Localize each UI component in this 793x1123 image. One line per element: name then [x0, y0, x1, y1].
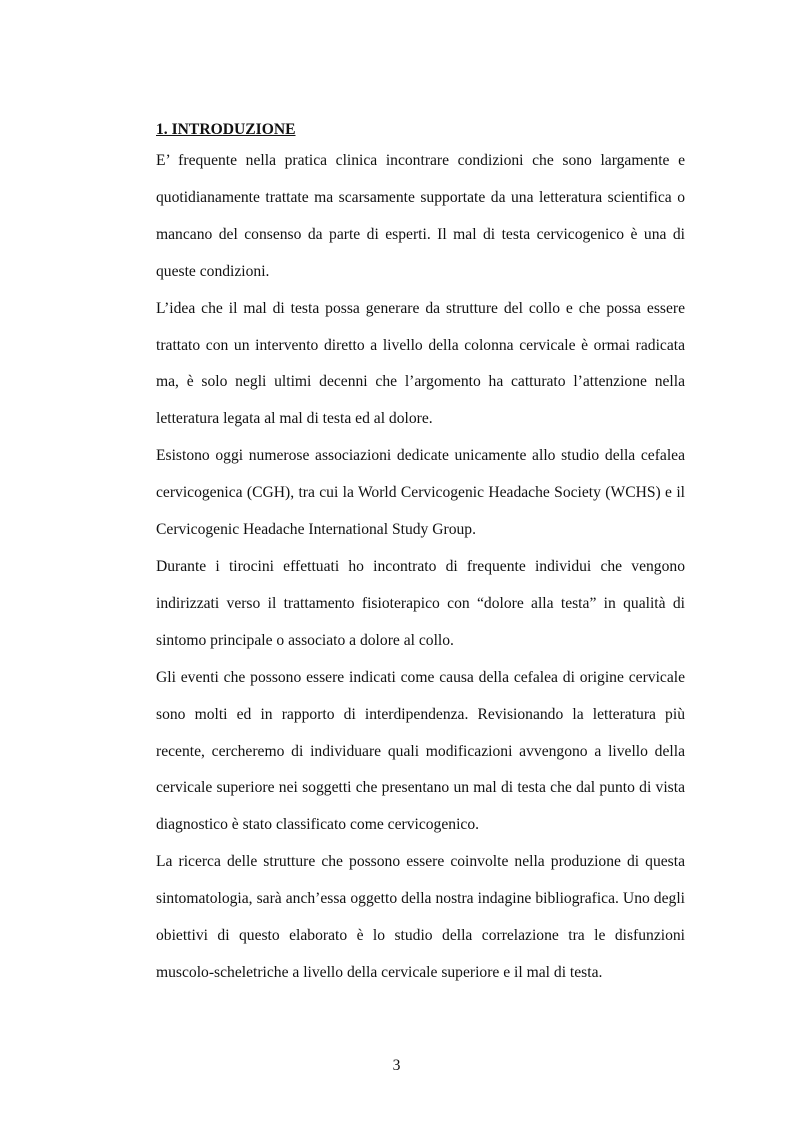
paragraph-1: E’ frequente nella pratica clinica incontrare condizioni che sono largamente e quotidianamente trattate ma scarsamente supportate da una letteratura scientifica o mancano del consenso da parte di esperti. Il mal di testa cervicogenico è una di queste condizioni.	[156, 152, 685, 280]
page-number: 3	[392, 1057, 401, 1074]
paragraph-2: L’idea che il mal di testa possa generare da strutture del collo e che possa essere trattato con un intervento diretto a livello della colonna cervicale è ormai radicata ma, è solo negli ultimi decenni che l’argomento ha catturato l’attenzione nella letteratura legata al mal di testa ed al dolore.	[156, 299, 685, 428]
page-content	[156, 116, 685, 992]
section-heading: 1. INTRODUZIONE	[156, 121, 296, 138]
paragraph-3: Esistono oggi numerose associazioni dedicate unicamente allo studio della cefalea cervicogenica (CGH), tra cui la World Cervicogenic Headache Society (WCHS) e il Cervicogenic Headache International Study Group.	[156, 447, 685, 539]
paragraph-6: La ricerca delle strutture che possono essere coinvolte nella produzione di questa sintomatologia, sarà anch’essa oggetto della nostra indagine bibliografica. Uno degli obiettivi di questo elaborato è lo studio della correlazione tra le disfunzioni muscolo-scheletriche a livello della cervicale superiore e il mal di testa.	[156, 853, 685, 981]
paragraph-5: Gli eventi che possono essere indicati come causa della cefalea di origine cervicale sono molti ed in rapporto di interdipendenza. Revisionando la letteratura più recente, cercheremo di individuare quali modificazioni avvengono a livello della cervicale superiore nei soggetti che presentano un mal di testa che dal punto di vista diagnostico è stato classificato come cervicogenico.	[156, 668, 685, 834]
paragraph-4: Durante i tirocini effettuati ho incontrato di frequente individui che vengono indirizzati verso il trattamento fisioterapico con “dolore alla testa” in qualità di sintomo principale o associato a dolore al collo.	[156, 557, 685, 649]
